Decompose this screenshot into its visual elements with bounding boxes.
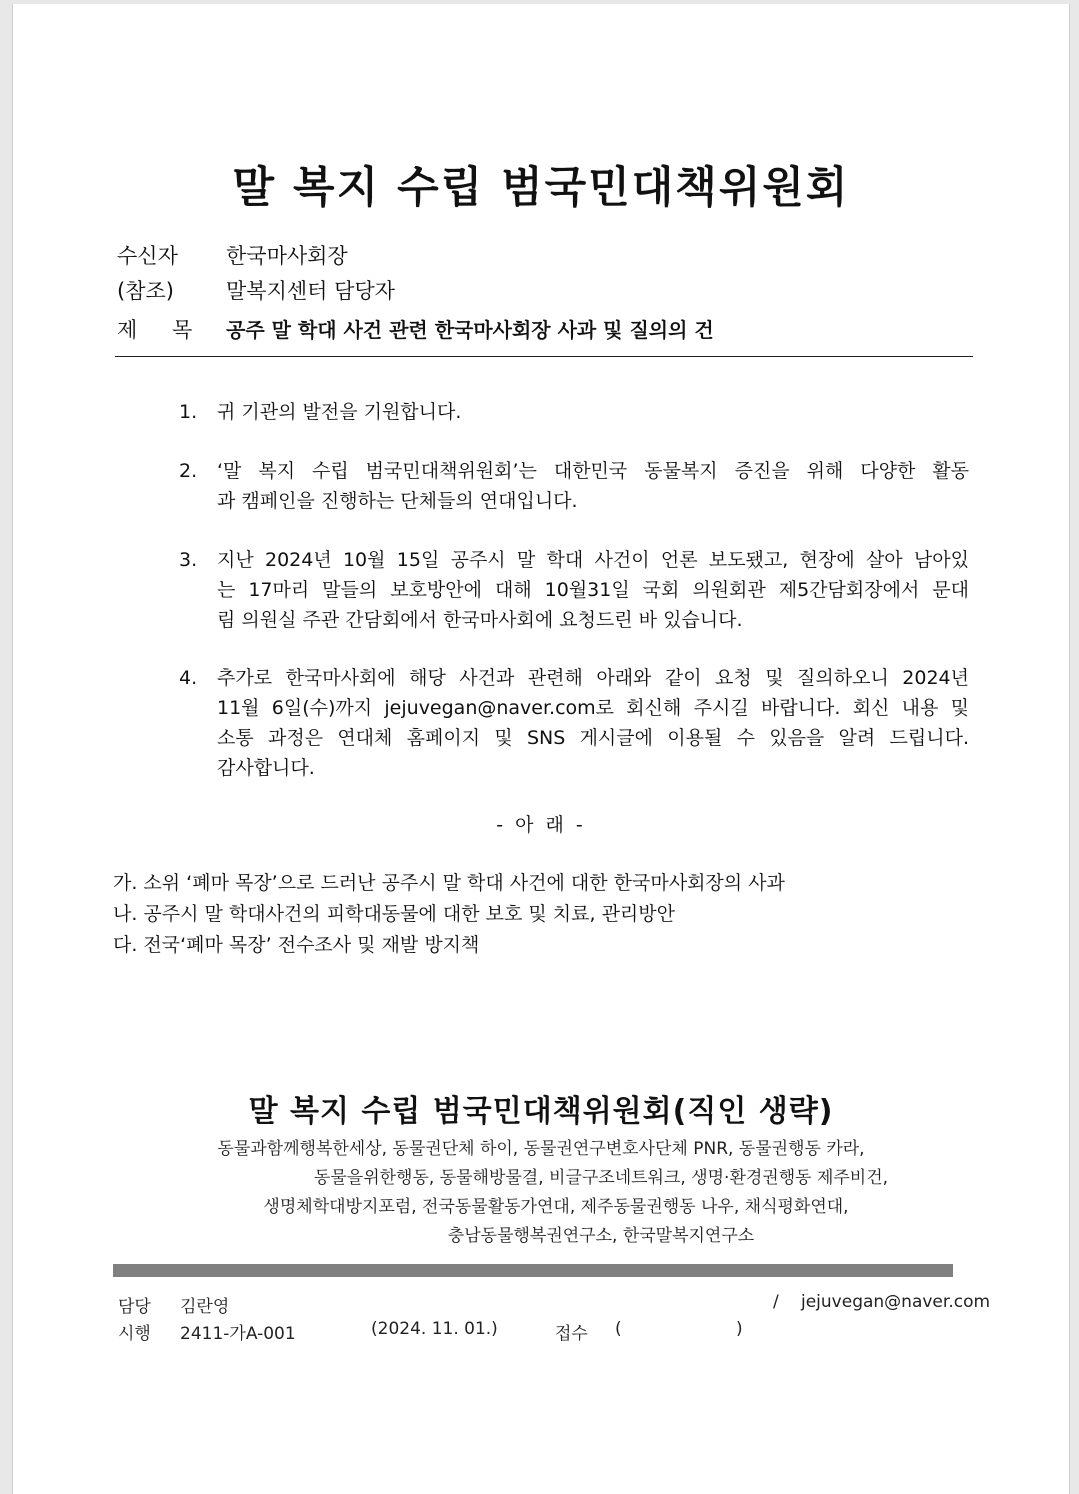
- member-line: 동물을위한행동, 동물해방물결, 비글구조네트워크, 생명·환경권행동 제주비건,: [313, 1168, 889, 1188]
- receipt-close: ): [736, 1319, 743, 1339]
- enforce-label: 시행: [118, 1324, 151, 1344]
- recipient-label: 수신자: [117, 244, 178, 268]
- document-number: 2411-가A-001: [180, 1324, 296, 1344]
- paragraph-2: [179, 456, 969, 516]
- paragraph-number: 4.: [179, 667, 198, 689]
- receipt-open: (: [615, 1319, 622, 1339]
- reference-label: (참조): [117, 279, 174, 303]
- member-organizations: [13, 1135, 1069, 1251]
- reference-value: 말복지센터 담당자: [226, 279, 395, 303]
- signature-title: 말 복지 수립 범국민대책위원회(직인 생략): [248, 1094, 834, 1129]
- document-title: 말 복지 수립 범국민대책위원회: [232, 163, 850, 213]
- below-marker: - 아 래 -: [496, 814, 586, 836]
- paragraph-1: [179, 397, 969, 427]
- member-line: 충남동물행복권연구소, 한국말복지연구소: [447, 1226, 755, 1246]
- paragraph-line: 림 의원실 주관 간담회에서 한국마사회에 요청드린 바 있습니다.: [217, 609, 743, 631]
- paragraph-line: ‘말 복지 수립 범국민대책위원회’는 대한민국 동물복지 증진을 위해 다양한 활동: [217, 460, 969, 482]
- document-page: [12, 4, 1070, 1494]
- paragraph-line: 귀 기관의 발전을 기원합니다.: [217, 401, 462, 423]
- paragraph-number: 2.: [179, 460, 198, 482]
- header-divider: [115, 356, 973, 357]
- paragraph-number: 1.: [179, 401, 198, 423]
- paragraph-number: 3.: [179, 549, 198, 571]
- paragraph-line: 는 17마리 말들의 보호방안에 대해 10월31일 국회 의원회관 제5간담회장에서 문대: [217, 579, 969, 601]
- subject-value: 공주 말 학대 사건 관련 한국마사회장 사과 및 질의의 건: [226, 318, 714, 342]
- paragraph-line: 지난 2024년 10월 15일 공주시 말 학대 사건이 언론 보도됐고, 현장에 살아 남아있: [217, 549, 969, 571]
- contact-email: jejuvegan@naver.com: [801, 1292, 991, 1312]
- paragraph-4: [179, 663, 969, 783]
- member-line: 동물과함께행복한세상, 동물권단체 하이, 동물권연구변호사단체 PNR, 동물권행동 카라,: [217, 1139, 865, 1159]
- footer-bar: [113, 1264, 953, 1277]
- enforce-date: (2024. 11. 01.): [371, 1319, 498, 1339]
- request-items: [113, 868, 785, 961]
- charge-name: 김란영: [180, 1297, 230, 1317]
- paragraph-line: 추가로 한국마사회에 해당 사건과 관련해 아래와 같이 요청 및 질의하오니 2024년: [217, 667, 969, 689]
- recipient-value: 한국마사회장: [226, 244, 348, 268]
- paragraph-line: 감사합니다.: [217, 757, 315, 779]
- request-item: 가. 소위 ‘폐마 목장’으로 드러난 공주시 말 학대 사건에 대한 한국마사회장의 사과: [113, 872, 785, 894]
- paragraph-line: 소통 과정은 연대체 홈페이지 및 SNS 게시글에 이용될 수 있음을 알려 드립니다.: [217, 727, 969, 749]
- footer-slash: /: [773, 1292, 779, 1312]
- receipt-label: 접수: [555, 1324, 588, 1344]
- member-line: 생명체학대방지포럼, 전국동물활동가연대, 제주동물권행동 나우, 채식평화연대,: [263, 1197, 849, 1217]
- request-item: 다. 전국‘폐마 목장’ 전수조사 및 재발 방지책: [113, 934, 480, 956]
- subject-label: 제 목: [117, 318, 207, 342]
- paragraph-line: 11월 6일(수)까지 jejuvegan@naver.com로 회신해 주시길 바랍니다. 회신 내용 및: [217, 697, 969, 719]
- charge-label: 담당: [118, 1297, 151, 1317]
- paragraph-3: [179, 545, 969, 635]
- paragraph-line: 과 캠페인을 진행하는 단체들의 연대입니다.: [217, 490, 578, 512]
- request-item: 나. 공주시 말 학대사건의 피학대동물에 대한 보호 및 치료, 관리방안: [113, 903, 675, 925]
